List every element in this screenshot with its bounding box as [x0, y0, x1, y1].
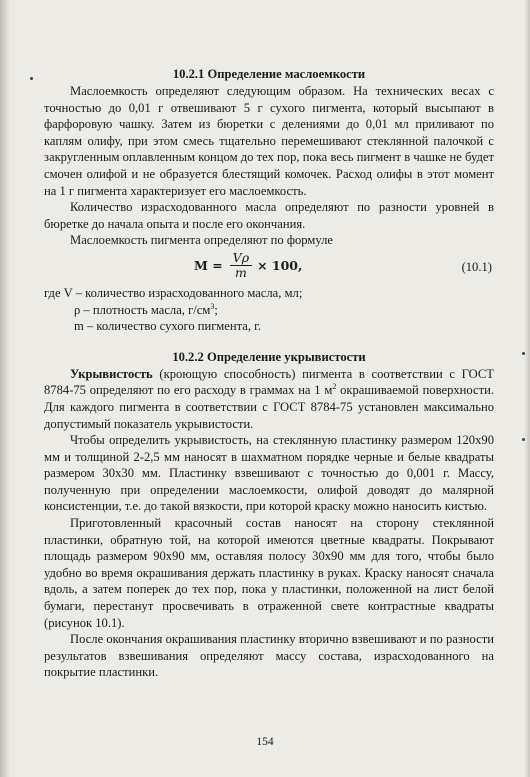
- formula: [194, 251, 302, 280]
- superscript: 3: [210, 301, 215, 311]
- paragraph: Маслоемкость пигмента определяют по формуле: [70, 233, 333, 248]
- term-bold: Укрывистость: [70, 366, 153, 381]
- paragraph: Маслоемкость определяют следующим образом. На технических весах с точностью до 0,01 г отвешивают 5 г сухого пигмента, который высыпают в фарфоровую чашку. Затем из бюретки с делениями до 0,01 мл приливают по каплям олифу, при этом смесь тщательно перемешивают стеклянной палочкой с закругленным оплавленным концом до тех пор, пока весь пигмент в чашке не будет смочен олифой и не образуется блестящий комочек. Расход олифы в этот момент на 1 г пигмента характеризует его маслоемкость.: [44, 84, 494, 198]
- scan-shadow-right: [524, 0, 530, 777]
- page-number: 154: [256, 736, 274, 748]
- formula-numerator: Vρ: [230, 251, 252, 266]
- formula-denominator: m: [234, 264, 247, 280]
- scan-speck: [30, 77, 33, 80]
- formula-lhs: М =: [194, 257, 223, 273]
- paragraph: Количество израсходованного масла определяют по разности уровней в бюретке до начала опыта и после его окончания.: [44, 200, 494, 231]
- formula-fraction: [230, 251, 252, 280]
- section-covering-power: [44, 349, 494, 681]
- scan-speck: [522, 352, 525, 355]
- paragraph: После окончания окрашивания пластинку вторично взвешивают и по разности результатов взвешивания определяют массу состава, израсходованного на покрытие пластинки.: [44, 632, 494, 680]
- section-heading-covering-power: 10.2.2 Определение укрывистости: [172, 349, 366, 364]
- section-heading-oil-absorption: 10.2.1 Определение маслоемкости: [172, 67, 366, 81]
- paragraph: Приготовленный красочный состав наносят на сторону стеклянной пластинки, обратную той, на которой имеются цветные квадраты. Покрывают площадь размером 90х90 мм, оставляя полосу 30х90 мм для того, чтобы было удобно во время окрашивания держать пластинку в руках. Краску наносят сначала вдоль, а затем поперек до тех пор, пока у пластинки, положенной на лист белой бумаги, перестанут просвечивать в отраженной свете контрастные квадраты (рисунок 10.1).: [44, 516, 494, 630]
- paragraph: [44, 366, 494, 432]
- equation-number: (10.1): [461, 259, 492, 274]
- paragraph: Чтобы определить укрывистость, на стеклянную пластинку размером 120х90 мм и толщиной 2-2,5 мм наносят в шахматном порядке черные и белые квадраты размером 30х30 мм. Пластинку взвешивают с точностью до 0,001 г. Массу, полученную при определении маслоемкости, олифой доводят до малярной консистенции, т.е. до такой вязкости, при которой краску можно наносить кистью.: [44, 433, 494, 514]
- legend-text: ρ – плотность масла, г/см: [74, 302, 211, 317]
- legend-line: [44, 302, 494, 319]
- legend-text: ;: [214, 302, 218, 317]
- legend-line: где V – количество израсходованного масла, мл;: [44, 285, 303, 300]
- paragraph-text: (кроющую способность) пигмента в соответствии с ГОСТ 8784-75 определяют по его расходу в граммах на 1 м: [44, 366, 494, 398]
- formula-legend: [44, 285, 494, 335]
- legend-line: m – количество сухого пигмента, г.: [74, 319, 262, 334]
- formula-rhs: × 100,: [257, 257, 303, 273]
- formula-block: [44, 251, 494, 283]
- superscript: 2: [332, 382, 337, 392]
- paragraph-text: окрашиваемой поверхности. Для каждого пигмента в соответствии с ГОСТ 8784-75 установлен максимально допустимый показатель укрывистости.: [44, 383, 494, 431]
- scan-speck: [522, 438, 525, 441]
- scan-shadow-left: [0, 0, 10, 777]
